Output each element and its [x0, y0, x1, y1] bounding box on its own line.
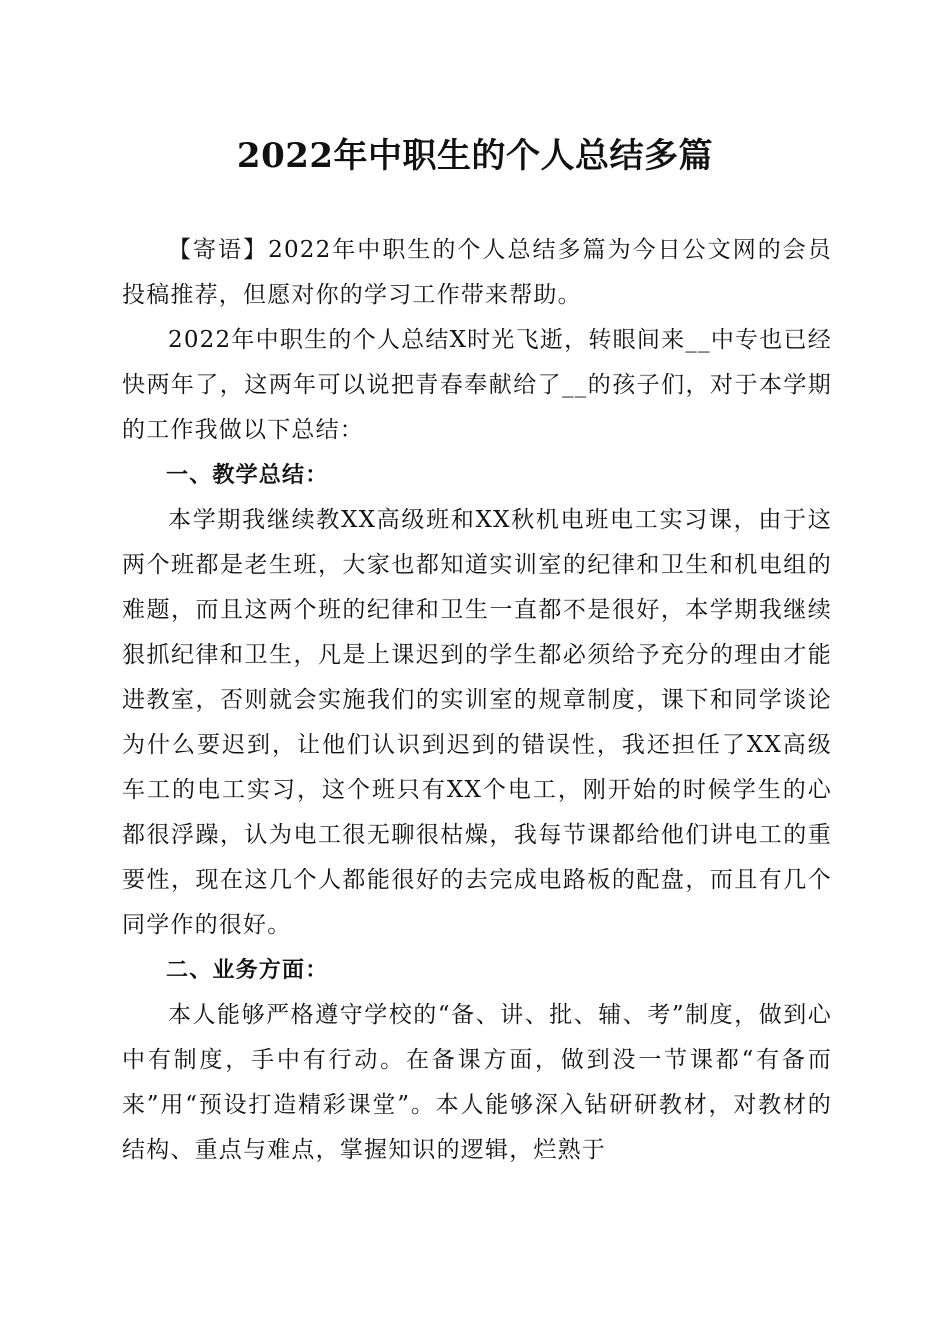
teaching-paragraph: 本学期我继续教XX高级班和XX秋机电班电工实习课，由于这两个班都是老生班，大家也都知道实训室的纪律和卫生和机电组的难题，而且这两个班的纪律和卫生一直都不是很好，本学期我继续狠抓纪律和卫生，凡是上课迟到的学生都必须给予充分的理由才能进教室，否则就会实施我们的实训室的规章制度，课下和同学谈论为什么要迟到，让他们认识到迟到的错误性，我还担任了XX高级车工的电工实习，这个班只有XX个电工，刚开始的时候学生的心都很浮躁，认为电工很无聊很枯燥，我每节课都给他们讲电工的重要性，现在这几个人都能很好的去完成电路板的配盘，而且有几个同学作的很好。 — [122, 507, 832, 938]
business-paragraph: 本人能够严格遵守学校的“备、讲、批、辅、考”制度，做到心中有制度，手中有行动。在备课方面，做到没一节课都“有备而来”用“预设打造精彩课堂”。本人能够深入钻研研教材，对教材的结构、重点与难点，掌握知识的逻辑，烂熟于 — [122, 1002, 832, 1163]
intro-paragraph: 2022年中职生的个人总结X时光飞逝，转眼间来__中专也已经快两年了，这两年可以说把青春奉献给了__的孩子们，对于本学期的工作我做以下总结： — [122, 327, 832, 443]
document-body — [122, 228, 832, 1173]
section-heading-teaching: 一、教学总结： — [166, 463, 329, 488]
document-title: 2022年中职生的个人总结多篇 — [236, 136, 714, 176]
section-heading-business: 二、业务方面： — [166, 958, 329, 983]
foreword-paragraph: 【寄语】2022年中职生的个人总结多篇为今日公文网的会员投稿推荐，但愿对你的学习工作带来帮助。 — [122, 237, 832, 308]
